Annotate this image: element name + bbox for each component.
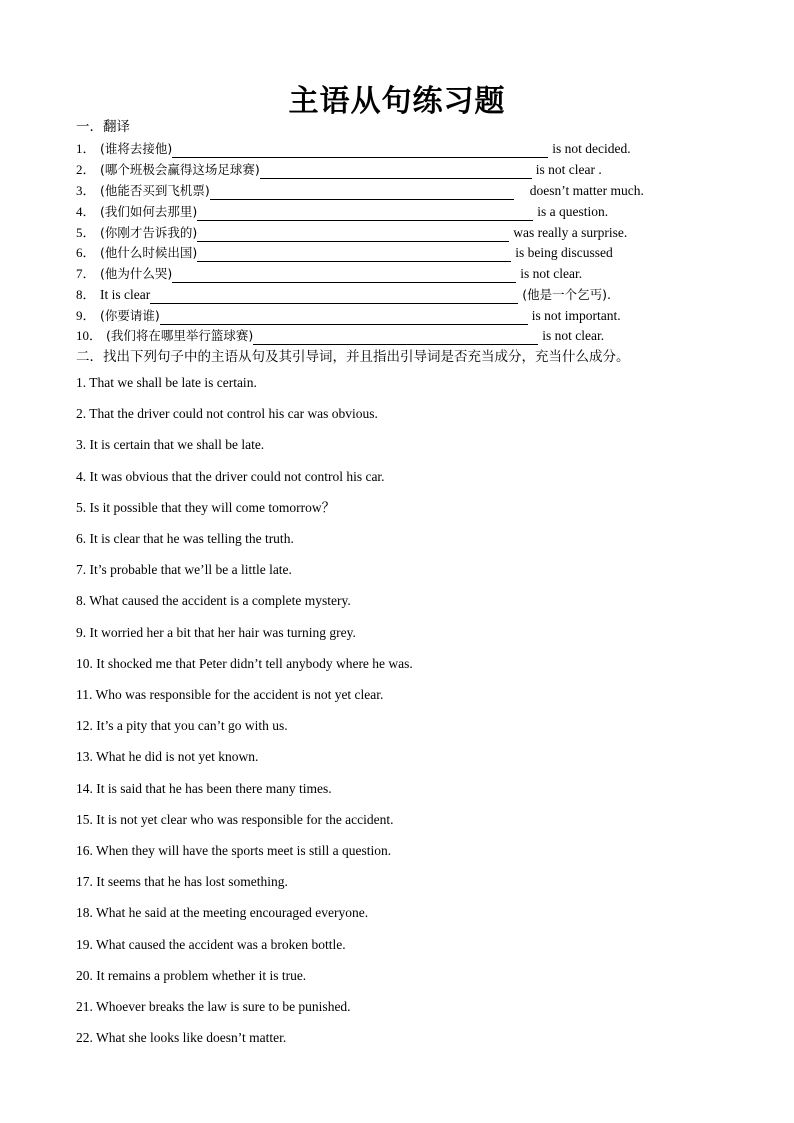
sentence-item: 8. What caused the accident is a complete mystery. [76,593,351,609]
sentence-item: 10. It shocked me that Peter didn’t tell anybody where he was. [76,655,413,671]
sentence-item: 7. It’s probable that we’ll be a little late. [76,562,292,578]
sentence-item: 12. It’s a pity that you can’t go with us. [76,718,288,734]
item-number: 6． [76,245,96,260]
item-prompt: (我们将在哪里举行篮球赛) [106,328,254,343]
item-number: 4． [76,204,96,219]
answer-blank[interactable] [197,246,511,262]
sentence-item: 13. What he did is not yet known. [76,749,259,765]
item-number: 3． [76,183,96,198]
item-prompt: (你刚才告诉我的) [100,225,198,240]
item-suffix: is not important. [531,308,621,323]
item-suffix: is not clear . [535,162,602,177]
item-prompt: (他什么时候出国) [100,245,198,260]
sentence-item: 1. That we shall be late is certain. [76,375,257,390]
item-prompt: It is clear [100,287,151,302]
item-suffix: doesn’t matter much. [529,183,644,198]
sentence-item: 14. It is said that he has been there many times. [76,780,332,796]
item-prompt: (你要请谁) [100,308,160,323]
sentence-item: 5. Is it possible that they will come tomorrow？ [76,499,336,515]
translation-item [76,224,627,242]
answer-blank[interactable] [197,226,509,242]
answer-blank[interactable] [260,163,532,179]
item-number: 9． [76,308,96,323]
sentence-item: 21. Whoever breaks the law is sure to be punished. [76,999,351,1014]
translation-item [76,265,582,283]
item-number: 2． [76,162,96,177]
item-prompt: (我们如何去那里) [100,204,198,219]
sentence-item: 2. That the driver could not control his car was obvious. [76,406,378,422]
section-1-heading: 一．翻译 [76,119,130,135]
item-suffix: was really a surprise. [513,225,628,240]
translation-item [76,307,621,325]
sentence-item: 15. It is not yet clear who was responsible for the accident. [76,811,394,827]
item-prompt: (谁将去接他) [100,141,173,156]
sentence-item: 9. It worried her a bit that her hair was turning grey. [76,624,356,640]
sentence-item: 22. What she looks like doesn’t matter. [76,1030,287,1046]
item-suffix: (他是一个乞丐). [522,287,611,302]
translation-item [76,182,644,200]
item-suffix: is a question. [537,204,609,219]
answer-blank[interactable] [197,205,533,221]
translation-item [76,203,608,221]
translation-item [76,286,611,304]
item-suffix: is not decided. [552,141,631,156]
sentence-item: 4. It was obvious that the driver could not control his car. [76,468,385,484]
answer-blank[interactable] [172,267,516,283]
sentence-item: 3. It is certain that we shall be late. [76,437,265,453]
sentence-item: 17. It seems that he has lost something. [76,874,288,890]
answer-blank[interactable] [150,288,518,304]
item-number: 10． [76,328,103,343]
sentence-item: 6. It is clear that he was telling the truth. [76,531,294,546]
answer-blank[interactable] [210,184,514,200]
translation-item [76,327,604,345]
translation-item [76,161,602,179]
sentence-item: 16. When they will have the sports meet is still a question. [76,843,392,858]
page-title: 主语从句练习题 [288,84,506,119]
answer-blank[interactable] [160,309,528,325]
translation-item [76,244,613,262]
sentence-item: 18. What he said at the meeting encouraged everyone. [76,905,369,921]
answer-blank[interactable] [253,329,538,345]
sentence-item: 20. It remains a problem whether it is true. [76,967,307,983]
item-number: 8． [76,287,96,302]
section-2-heading: 二．找出下列句子中的主语从句及其引导词，并且指出引导词是否充当成分，充当什么成分。 [76,349,630,365]
item-suffix: is not clear. [542,328,605,343]
item-prompt: (他为什么哭) [100,266,173,281]
item-number: 1． [76,141,96,156]
item-suffix: is being discussed [515,245,613,260]
item-prompt: (他能否买到飞机票) [100,183,210,198]
sentence-item: 19. What caused the accident was a broken bottle. [76,936,346,952]
translation-item [76,140,631,158]
answer-blank[interactable] [172,142,548,158]
item-number: 5． [76,225,96,240]
item-suffix: is not clear. [520,266,583,281]
item-prompt: (哪个班极会赢得这场足球赛) [100,162,260,177]
item-number: 7． [76,266,96,281]
sentence-item: 11. Who was responsible for the accident is not yet clear. [76,687,384,702]
